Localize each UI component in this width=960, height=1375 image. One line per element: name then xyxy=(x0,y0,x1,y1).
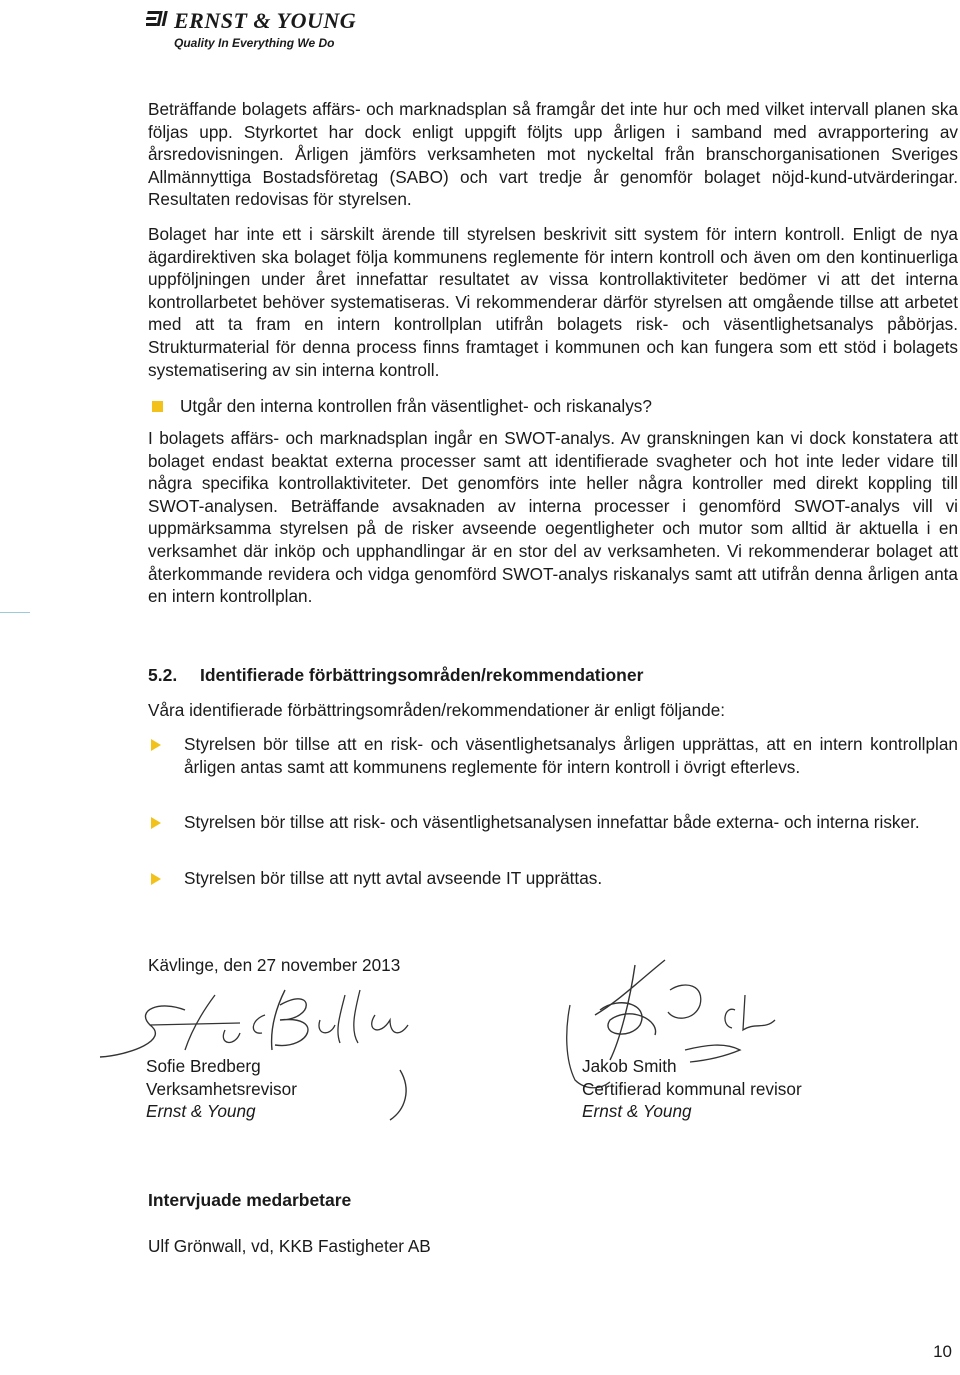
signatory-name: Sofie Bredberg xyxy=(146,1056,261,1076)
signatory-name: Jakob Smith xyxy=(582,1056,677,1076)
signatory-right xyxy=(582,1055,802,1123)
section-number: 5.2. xyxy=(148,665,178,685)
square-bullet-icon xyxy=(152,401,163,412)
recommendation-item xyxy=(148,811,958,834)
arrow-bullet-icon xyxy=(151,817,161,829)
recommendation-item xyxy=(148,867,958,890)
question-bullet xyxy=(148,395,652,417)
interviewee: Ulf Grönwall, vd, KKB Fastigheter AB xyxy=(148,1236,431,1256)
paragraph-business-plan: Beträffande bolagets affärs- och marknadsplan så framgår det inte hur och med vilket intervall planen ska följas upp. Styrkortet har dock enligt uppgift följts upp årligen i samband med avrapportering av årsredovisningen. Årligen jämförs verksamheten mot nyckeltal från branschorganisationen Sveriges Allmännyttiga Bostadsföretag (SABO) och vart tredje år genomför bolaget nöjd-kund-utvärderingar. Resultaten redovisas för styrelsen. xyxy=(148,99,958,210)
question-text: Utgår den interna kontrollen från väsentlighet- och riskanalys? xyxy=(180,396,652,416)
signatory-left xyxy=(146,1055,297,1123)
arrow-bullet-icon xyxy=(151,739,161,751)
paragraph-swot: I bolagets affärs- och marknadsplan ingår en SWOT-analys. Av granskningen kan vi dock konstatera att bolaget endast beaktat externa processer samt att identifierade svagheter och hot inte leder vidare till några specifika kontrollaktiviteter. Det genomförs inte heller några kontroller med direkt koppling till SWOT-analysen. Beträffande avsaknaden av interna processer i genomförd SWOT-analys vill vi uppmärksamma styrelsen på de risker avseende oegentligheter och mutor som alltid är aktuella i en verksamhet där inköp och upphandlingar är en stor del av verksamheten. Vi rekommenderar bolaget att återkommande revidera och vidga genomförd SWOT-analys riskanalys samt att utifrån denna årligen anta en intern kontrollplan. xyxy=(148,428,958,607)
brand-tagline: Quality In Everything We Do xyxy=(174,36,335,50)
recommendation-text: Styrelsen bör tillse att nytt avtal avseende IT upprättas. xyxy=(184,868,603,888)
paragraph-internal-control: Bolaget har inte ett i särskilt ärende till styrelsen beskrivit sitt system för intern kontroll. Enligt de nya ägardirektiven ska bolaget följa kommunens reglemente för intern kontroll och även om den kontinuerliga uppföljningen under året innefattar resultatet av vissa kontrollaktiviteter bedömer vi att det interna kontrollarbetet behöver systematiseras. Vi rekommenderar därför styrelsen att omgående tillse att arbetet med att ta fram en intern kontrollplan utifrån bolagets risk- och väsentlighetsanalys påbörjas. Strukturmaterial för denna process finns framtaget i kommunen och kan fungera som ett stöd i bolagets systematisering av sin interna kontroll. xyxy=(148,224,958,380)
signatory-org: Ernst & Young xyxy=(582,1101,692,1121)
arrow-bullet-icon xyxy=(151,873,161,885)
page-number: 10 xyxy=(933,1342,952,1361)
brand-name: ERNST & YOUNG xyxy=(174,8,357,33)
signatory-title: Verksamhetsrevisor xyxy=(146,1078,297,1099)
ey-logo-icon xyxy=(146,8,168,34)
section-title: Identifierade förbättringsområden/rekommendationer xyxy=(200,665,644,685)
signatory-title: Certifierad kommunal revisor xyxy=(582,1078,802,1099)
signatory-org: Ernst & Young xyxy=(146,1101,256,1121)
recommendation-item xyxy=(148,733,958,778)
company-logo xyxy=(146,8,356,50)
place-date: Kävlinge, den 27 november 2013 xyxy=(148,955,401,975)
recommendation-text: Styrelsen bör tillse att risk- och väsentlighetsanalysen innefattar både externa- och interna risker. xyxy=(184,812,920,832)
interviews-heading: Intervjuade medarbetare xyxy=(148,1190,352,1210)
section-heading xyxy=(148,665,643,686)
section-intro: Våra identifierade förbättringsområden/rekommendationer är enligt följande: xyxy=(148,700,726,720)
recommendation-text: Styrelsen bör tillse att en risk- och väsentlighetsanalys årligen upprättas, att en intern kontrollplan årligen antas samt att kommunens reglemente för intern kontroll i övrigt efterlevs. xyxy=(184,734,958,777)
margin-mark xyxy=(0,612,30,613)
